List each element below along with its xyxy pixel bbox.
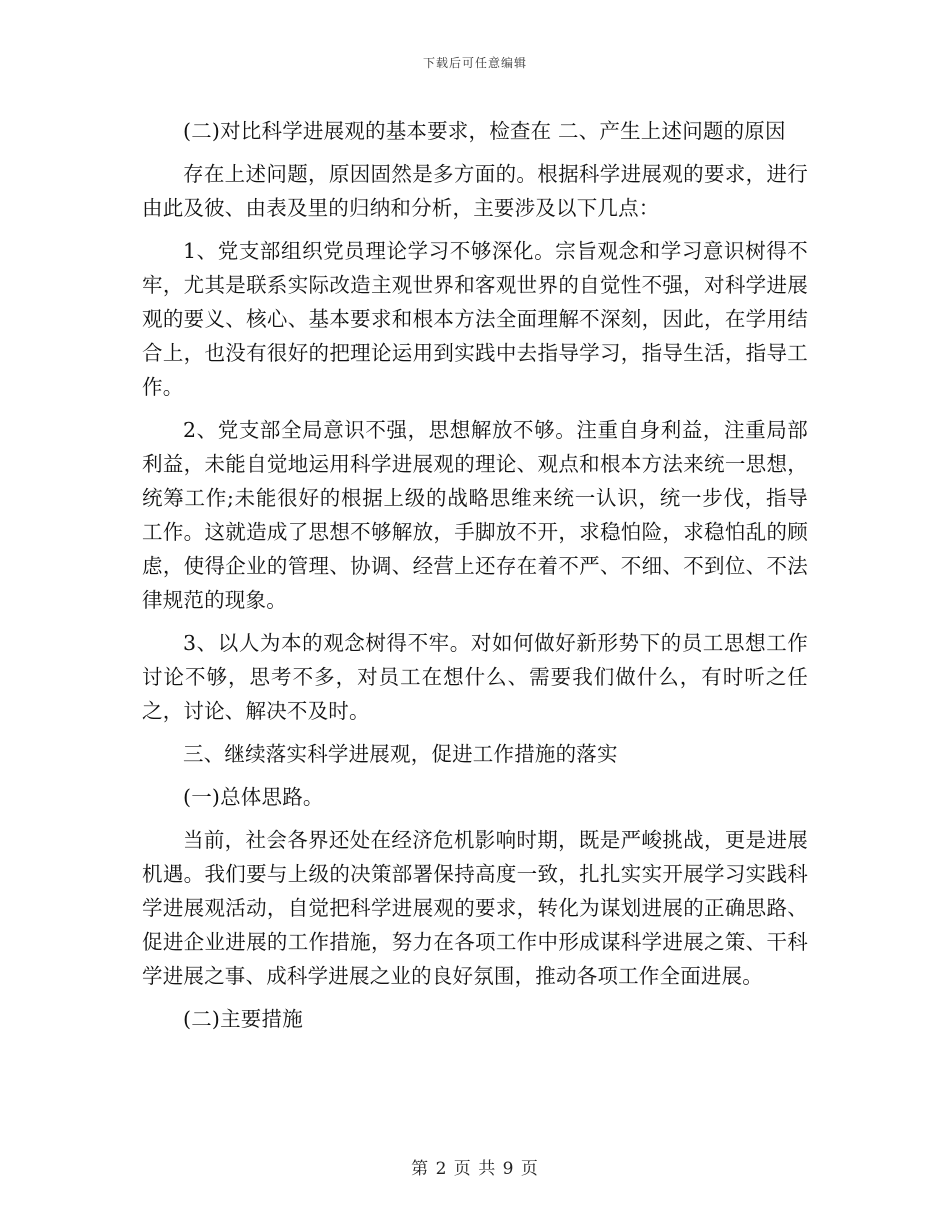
- paragraph-cause-1: 1、党支部组织党员理论学习不够深化。宗旨观念和学习意识树得不牢，尤其是联系实际改造主观世界和客观世界的自觉性不强，对科学进展观的要义、核心、基本要求和根本方法全面理解不深刻，因此，在学用结合上，也没有很好的把理论运用到实践中去指导学习，指导生活，指导工作。: [142, 239, 808, 399]
- paragraph-overall-approach: 当前，社会各界还处在经济危机影响时期，既是严峻挑战，更是进展机遇。我们要与上级的决策部署保持高度一致，扎扎实实开展学习实践科学进展观活动，自觉把科学进展观的要求，转化为谋划进展的正确思路、促进企业进展的工作措施，努力在各项工作中形成谋科学进展之策、干科学进展之事、成科学进展之业的良好氛围，推动各项工作全面进展。: [142, 828, 808, 988]
- paragraph-cause-3: 3、以人为本的观念树得不牢。对如何做好新形势下的员工思想工作讨论不够，思考不多，对员工在想什么、需要我们做什么，有时听之任之，讨论、解决不及时。: [142, 631, 808, 723]
- paragraph-section-2-2: (二)对比科学进展观的基本要求，检查在 二、产生上述问题的原因: [183, 119, 786, 143]
- paragraph-causes-intro: 存在上述问题，原因固然是多方面的。根据科学进展观的要求，进行由此及彼、由表及里的归纳和分析，主要涉及以下几点：: [142, 162, 808, 220]
- subheading-overall-approach: (一)总体思路。: [183, 785, 324, 809]
- page-number-footer: 第 2 页 共 9 页: [411, 1159, 539, 1179]
- page-header: 下载后可任意编辑: [422, 56, 527, 70]
- document-body: [142, 114, 808, 1045]
- subheading-main-measures: (二)主要措施: [183, 1007, 303, 1031]
- section-heading-3: 三、继续落实科学进展观，促进工作措施的落实: [183, 742, 618, 766]
- paragraph-cause-2: 2、党支部全局意识不强，思想解放不够。注重自身利益，注重局部利益，未能自觉地运用科学进展观的理论、观点和根本方法来统一思想，统筹工作;未能很好的根据上级的战略思维来统一认识，统一步伐，指导工作。这就造成了思想不够解放，手脚放不开，求稳怕险，求稳怕乱的顾虑，使得企业的管理、协调、经营上还存在着不严、不细、不到位、不法律规范的现象。: [142, 418, 808, 612]
